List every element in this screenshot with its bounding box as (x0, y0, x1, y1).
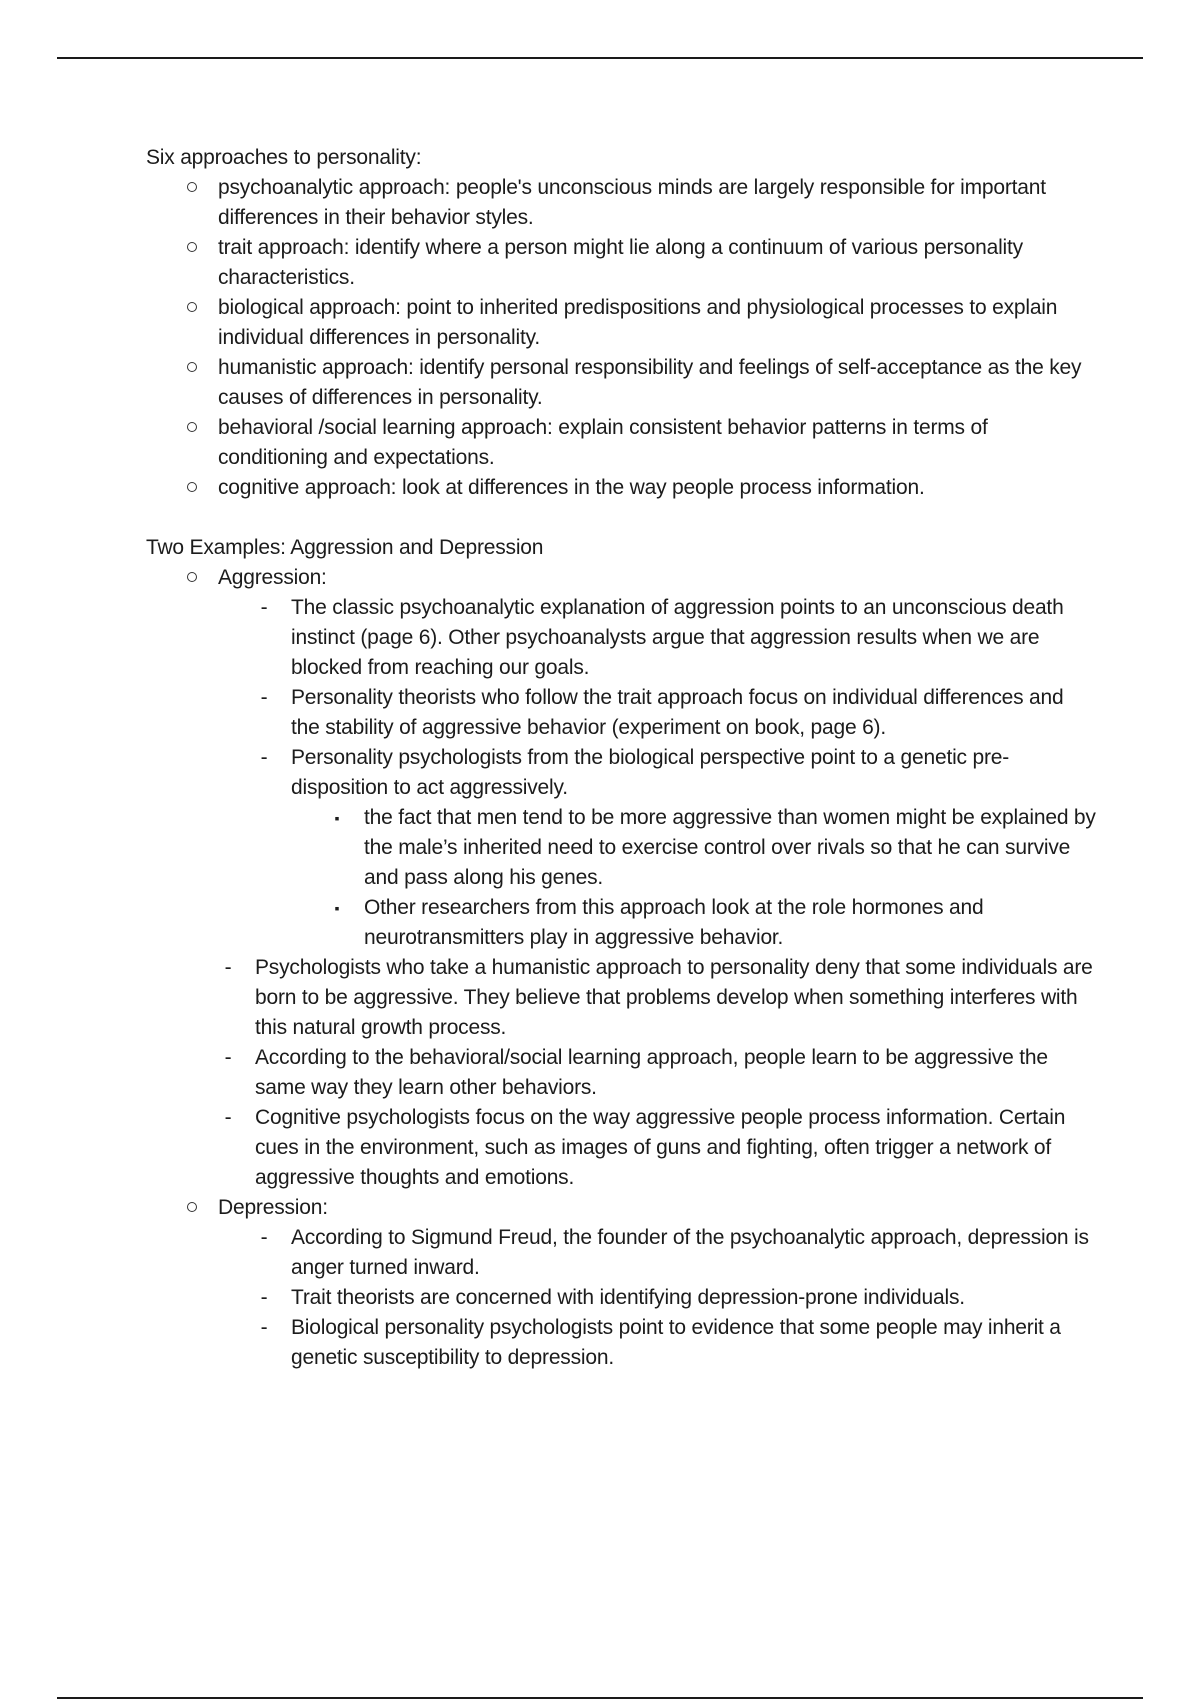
section-title-examples: Two Examples: Aggression and Depression (146, 536, 544, 559)
biological-sublist (291, 803, 1096, 953)
list-item: - Biological personality psychologists point to evidence that some people may inherit a genetic susceptibility to depression. (218, 1313, 1096, 1373)
circle-bullet-icon (182, 563, 202, 593)
list-item: - According to Sigmund Freud, the founder of the psychoanalytic approach, depression is anger turned inward. (218, 1223, 1096, 1283)
circle-bullet-icon (182, 233, 202, 263)
circle-bullet-icon (182, 473, 202, 503)
dash-bullet-icon: - (224, 1106, 232, 1129)
depression-sublist (218, 1223, 1096, 1373)
list-item: humanistic approach: identify personal responsibility and feelings of self-acceptance as the key causes of differences in personality. (146, 353, 1096, 413)
list-item-depression (146, 1193, 1096, 1373)
aggression-label: Aggression: (218, 566, 327, 589)
list-item: - Personality theorists who follow the trait approach focus on individual differences and the stability of aggressive behavior (experiment on book, page 6). (218, 683, 1096, 743)
list-item: psychoanalytic approach: people's unconscious minds are largely responsible for important differences in their behavior styles. (146, 173, 1096, 233)
circle-bullet-icon (182, 173, 202, 203)
list-item: trait approach: identify where a person might lie along a continuum of various personality characteristics. (146, 233, 1096, 293)
list-item: - The classic psychoanalytic explanation of aggression points to an unconscious death instinct (page 6). Other psychoanalysts argue that aggression results when we are blocked from reaching our goals. (218, 593, 1096, 683)
circle-bullet-icon (182, 293, 202, 323)
circle-bullet-icon (182, 1193, 202, 1223)
list-item: behavioral /social learning approach: explain consistent behavior patterns in terms of conditioning and expectations. (146, 413, 1096, 473)
circle-bullet-icon (182, 413, 202, 443)
dash-bullet-icon: - (260, 1316, 268, 1339)
dash-bullet-icon: - (260, 686, 268, 709)
list-item: - Cognitive psychologists focus on the way aggressive people process information. Certain cues in the environment, such as images of guns and fighting, often trigger a network of aggressive thoughts and emotions. (146, 1103, 1096, 1193)
dash-bullet-icon: - (224, 956, 232, 979)
list-item: ▪ Other researchers from this approach look at the role hormones and neurotransmitters play in aggressive behavior. (291, 893, 1096, 953)
section-title-approaches: Six approaches to personality: (146, 146, 422, 169)
dash-bullet-icon: - (224, 1046, 232, 1069)
list-item: biological approach: point to inherited predispositions and physiological processes to explain individual differences in personality. (146, 293, 1096, 353)
bottom-border-line (57, 1697, 1143, 1699)
square-bullet-icon: ▪ (334, 810, 340, 826)
list-item: ▪ the fact that men tend to be more aggressive than women might be explained by the male’s inherited need to exercise control over rivals so that he can survive and pass along his genes. (291, 803, 1096, 893)
list-item-aggression (146, 563, 1096, 1193)
dash-bullet-icon: - (260, 596, 268, 619)
dash-bullet-icon: - (260, 1286, 268, 1309)
dash-bullet-icon: - (260, 746, 268, 769)
examples-list (146, 563, 1096, 1373)
list-item: cognitive approach: look at differences in the way people process information. (146, 473, 1096, 503)
aggression-outer-sublist (146, 953, 1096, 1193)
top-border-line (57, 57, 1143, 59)
list-item: - According to the behavioral/social learning approach, people learn to be aggressive the same way they learn other behaviors. (146, 1043, 1096, 1103)
document-body (146, 143, 1096, 1373)
circle-bullet-icon (182, 353, 202, 383)
approaches-list (146, 173, 1096, 503)
dash-bullet-icon: - (260, 1226, 268, 1249)
aggression-sublist (218, 593, 1096, 953)
depression-label: Depression: (218, 1196, 328, 1219)
list-item: - Trait theorists are concerned with identifying depression-prone individuals. (218, 1283, 1096, 1313)
list-item: - Psychologists who take a humanistic approach to personality deny that some individuals are born to be aggressive. They believe that problems develop when something interferes with this natural growth process. (146, 953, 1096, 1043)
list-item: - Personality psychologists from the biological perspective point to a genetic pre-disposition to act aggressively. ▪ the fact that men tend to be more aggressive than women might be explained by the male’s inherited need to exercise control over rivals so that he can survive and pass along his genes. ▪ Other researchers from this approach look at the role hormones and neurotransmitters play in aggressive behavior. (218, 743, 1096, 953)
square-bullet-icon: ▪ (334, 900, 340, 916)
